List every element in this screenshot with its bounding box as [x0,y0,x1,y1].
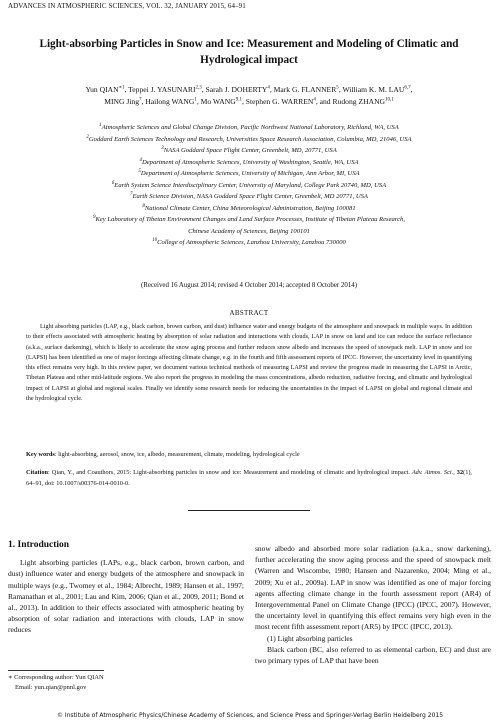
citation-rest: (1), 64–91, doi: 10.1007/s00376-014-0010-0. [26,469,473,487]
affiliation [16,134,482,146]
affiliation-text: Goddard Earth Sciences Technology and Research, Universities Space Research Association, Columbia, MD, 21046, USA [88,135,412,143]
subsection-heading: (1) Light absorbing particles [267,633,353,643]
affiliation-text: NASA Goddard Space Flight Center, Greenbelt, MD, 20771, USA [163,147,337,154]
right-column [255,543,491,666]
footnote-email: Email: yun.qian@pnnl.gov [15,684,87,691]
author-affiliation-mark: 1 [194,97,197,103]
author-name: Yun QIAN [85,85,119,94]
citation-text: : Qian, Y., and Coauthors, 2015: Light-absorbing particles in snow and ice: Measurement and modeling of climatic and hydrological impact. [48,469,410,476]
section-separator [188,510,310,511]
author-affiliation-mark: 4 [313,97,316,103]
journal-header: ADVANCES IN ATMOSPHERIC SCIENCES, VOL. 32, JANUARY 2015, 64–91 [8,2,246,10]
footnote-rule [8,670,104,671]
author-affiliation-mark: 2,3 [195,85,202,91]
abstract-text: Light absorbing particles (LAP, e.g., black carbon, brown carbon, and dust) influence water and energy budgets of the atmosphere and snowpack in multiple ways. In addition to their effects associated with atmospheric heating by absorption of solar radiation and interactions with clouds, LAP in snow on land and ice can reduce the surface reflectance (a.k.a., surface darkening), which is likely to accelerate the snow aging process and further reduces snow albedo and increases the speed of snowpack melt. LAP in snow and ice (LAPSI) has been identified as one of major forcings affecting climate change, e.g. in the fourth and fifth assessment reports of IPCC. However, the uncertainty level in quantifying this effect remains very high. In this review paper, we document various technical methods of measuring LAPSI and review the progress made in measuring the LAPSI in Arctic, Tibetan Plateau and other mid-latitude regions. We also report the progress in modeling the mass concentrations, albedo reduction, radiative forcing, and climatic and hydrological impact of LAPSI at global and regional scales. Finally we identify some research needs for reducing the uncertainties in the impact of LAPSI on global and regional climate and the hydrological cycle. [26,323,472,402]
author-name: William K. M. LAU [342,85,405,94]
received-dates: (Received 16 August 2014; revised 4 October 2014; accepted 8 October 2014) [140,282,358,289]
author-name: Sarah J. DOHERTY [205,85,268,94]
affiliation-number: 5 [138,168,141,174]
keywords-text: : light-absorbing, aerosol, snow, ice, albedo, measurement, climate, modeling, hydrological cycle [54,451,300,458]
affiliation [16,203,482,215]
affiliation [16,237,482,249]
affiliation [16,226,482,238]
affiliation-text: College of Atmospheric Sciences, Lanzhou University, Lanzhou 730000 [157,239,346,246]
affiliation-number: 4 [139,157,142,163]
affiliation-text: Chinese Academy of Sciences, Beijing 100101 [188,227,310,235]
affiliation [16,157,482,169]
affiliation-text: Department of Atmospheric Sciences, University of Washington, Seattle, WA, USA [141,158,359,166]
author-affiliation-mark: 7 [139,97,142,103]
affiliation [16,145,482,157]
author-affiliation-mark: 5 [336,85,339,91]
left-column [8,540,244,636]
citation-journal: Adv. Atmos. Sci. [411,469,454,476]
author-name: Rudong ZHANG [332,97,386,106]
affiliation-text: National Climate Center, China Meteorological Administration, Beijing 100081 [144,204,356,212]
author-name: Stephen G. WARREN [245,97,314,106]
keywords [26,450,472,460]
affiliation-number: 1 [99,122,102,128]
affiliation [16,191,482,203]
affiliation-text: Earth Science Division, NASA Goddard Space Flight Center, Greenbelt, MD 20771, USA [132,193,368,200]
author-name: Mark G. FLANNER [273,85,337,94]
affiliation-text: Earth System Science Interdisciplinary Center, University of Maryland, College Park 20740, MD, USA [114,181,387,189]
footnote-author: ∗ Corresponding author: Yun QIAN [8,674,104,681]
author-affiliation-mark: ∗1 [118,85,125,91]
citation-volume: 32 [456,469,464,476]
author-affiliation-mark: 10,1 [385,97,394,103]
affiliation [16,214,482,226]
affiliation [16,168,482,180]
abstract-heading: ABSTRACT [229,309,269,317]
intro-paragraph-left: Light absorbing particles (LAPs, e.g., black carbon, brown carbon, and dust) influence water and energy budgets of the atmosphere and snowpack in multiple ways (e.g., Twomey et al., 1984; Albrecht, 1989; Hansen et al., 1997; Ramanathan et al., 2001; Lau and Kim, 2006; Qian et al., 2009, 2011; Bond et al., 2013). In addition to their effects associated with atmospheric heating by absorption of solar radiation and interactions with clouds, LAP in snow reduces [8,558,244,635]
author-list: Yun $QIAN^{∗1}$, Teppei J. YASUNARI$^{2,3}$, Sarah J. DOHERTY$^4$, Mark G. FLANNER$^5$, William K. M. LAU$^{6,7}$, MING Jing$^7$, Hailong WANG$^1$, Mo WANG$^{9,1}$, Stephen G. WARREN$^4$, and Rudong ZHANG$^{10,1}$ [85,85,413,106]
intro-paragraph-right-2: Black carbon (BC, also referred to as elemental carbon, EC) and dust are two primary types of LAP that have been [255,644,491,666]
affiliation-text: Atmospheric Sciences and Global Change Division, Pacific Northwest National Laboratory, Richland, WA, USA [101,124,399,131]
affiliation-number: 2 [86,134,89,140]
author-name: MING Jing [104,97,140,106]
paper-title: Light-absorbing Particles in Snow and Ice: Measurement and Modeling of Climatic and Hydrological impact [39,38,459,66]
author-name: Hailong WANG [145,97,195,106]
author-affiliation-mark: 6,7 [404,85,411,91]
affiliation [16,180,482,192]
footnote [8,673,244,693]
keywords-label: Key words [26,451,55,458]
citation-label: Citation [26,469,49,476]
intro-paragraph-right: snow albedo and absorbed more solar radiation (a.k.a., snow darkening), further accelerating the snow aging process and the speed of snowpack melt (Warren and Wiscombe, 1980; Hansen and Nazarenko, 2004; Ming et al., 2009; Xu et al., 2009a). LAP in snow was identified as one of major forcing agents affecting climate change in the fourth assessment report (AR4) of Intergovernmental Panel on Climate Change (IPCC) (IPCC, 2007). However, the uncertainty level in quantifying this effect remains very high even in the most recent fifth assessment report (AR5) by IPCC (IPCC, 2013). [255,544,491,632]
author-name: Mo WANG [200,97,236,106]
affiliation-number: 8 [142,203,145,209]
citation: Citation: Qian, Y., and Coauthors, 2015: Light-absorbing particles in snow and ice: Measurement and modeling of climatic and hydrological impact. Adv. Atmos. Sci., 32(1), 64–91, doi: 10.1007/s00376-014-0010-0. [26,469,473,487]
affiliation-number: 3 [161,145,164,151]
affiliation-number: 6 [111,180,115,186]
affiliation-number: 7 [130,191,133,197]
affiliation-list [16,122,482,249]
author-affiliation-mark: 4 [267,85,270,91]
section-heading: 1. Introduction [8,540,70,550]
affiliation-text: Department of Atmospheric Sciences, University of Michigan, Ann Arbor, MI, USA [140,170,360,177]
copyright-line: © Institute of Atmospheric Physics/Chinese Academy of Sciences, and Science Press and Springer-Verlag Berlin Heidelberg 2015 [56,712,444,719]
affiliation-number: 9 [92,214,96,220]
author-name: Teppei J. YASUNARI [128,85,196,94]
author-affiliation-mark: 9,1 [235,97,242,103]
affiliation [16,122,482,134]
affiliation-text: Key Laboratory of Tibetan Environment Changes and Land Surface Processes, Institute of Tibetan Plateau Research, [95,216,405,223]
affiliation-number: 10 [152,237,158,243]
